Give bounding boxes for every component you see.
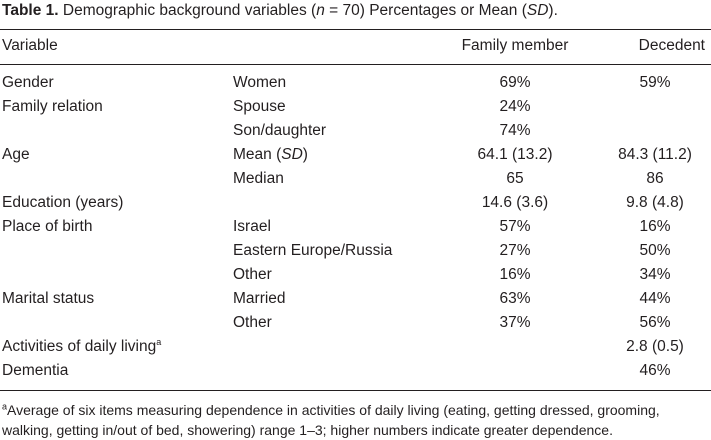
header-family-member: Family member xyxy=(461,37,569,54)
row-decedent-value: 84.3 (11.2) xyxy=(618,146,692,163)
row-variable-text: Activities of daily living xyxy=(2,338,157,355)
caption-text-3: ). xyxy=(548,2,558,19)
row-subcategory: Israel xyxy=(233,218,271,235)
row-decedent-value: 16% xyxy=(639,218,671,235)
row-family-value: 14.6 (3.6) xyxy=(481,194,549,211)
row-family-value: 57% xyxy=(499,218,531,235)
row-subcategory-prefix: Mean ( xyxy=(233,146,282,163)
row-variable-text: Dementia xyxy=(2,362,69,379)
row-variable xyxy=(2,218,92,236)
row-subcategory: Spouse xyxy=(233,98,286,115)
row-subcategory: Other xyxy=(233,266,272,283)
table-label: Table 1. xyxy=(2,2,59,19)
footnote-text: Average of six items measuring dependence in activities of daily living (eating, getting dressed, grooming, walking, getting in/out of bed, showering) range 1–3; higher numbers indicate greater dependence. xyxy=(2,402,660,438)
row-family-value: 74% xyxy=(499,122,531,139)
row-family-value: 24% xyxy=(499,98,531,115)
row-subcategory xyxy=(233,146,308,164)
row-family-value: 16% xyxy=(499,266,531,283)
row-decedent-value: 56% xyxy=(639,314,671,331)
header-decedent: Decedent xyxy=(638,37,705,54)
row-variable-superscript: a xyxy=(156,336,162,347)
footnote-marker: a xyxy=(2,401,8,412)
row-family-value: 63% xyxy=(499,290,531,307)
row-subcategory-suffix: ) xyxy=(302,146,308,163)
row-decedent-value: 50% xyxy=(639,242,671,259)
row-variable xyxy=(2,98,103,116)
row-decedent-value: 34% xyxy=(639,266,671,283)
row-decedent-value: 9.8 (4.8) xyxy=(626,194,684,211)
caption-sd-symbol: SD xyxy=(526,2,549,19)
caption-n-symbol: n xyxy=(316,2,325,19)
row-variable-text: Gender xyxy=(2,74,54,91)
table-top-rule xyxy=(0,29,711,30)
row-variable xyxy=(2,362,68,380)
row-variable xyxy=(2,338,161,356)
row-decedent-value: 46% xyxy=(639,362,671,379)
row-decedent-value: 44% xyxy=(639,290,671,307)
row-variable xyxy=(2,194,123,212)
row-subcategory: Other xyxy=(233,314,272,331)
row-variable-text: Education (years) xyxy=(2,194,124,211)
table-bottom-rule xyxy=(0,390,711,391)
row-subcategory: Women xyxy=(233,74,287,91)
row-variable-text: Age xyxy=(2,146,30,163)
row-decedent-value: 59% xyxy=(639,74,671,91)
row-subcategory-italic: SD xyxy=(281,146,303,163)
row-variable-text: Place of birth xyxy=(2,218,93,235)
row-variable xyxy=(2,74,54,92)
row-decedent-value: 86 xyxy=(646,170,664,187)
row-subcategory: Median xyxy=(233,170,284,187)
header-variable: Variable xyxy=(2,37,58,54)
table-caption xyxy=(2,2,558,20)
caption-text-2: = 70) Percentages or Mean ( xyxy=(324,2,527,19)
row-variable xyxy=(2,290,94,308)
row-family-value: 69% xyxy=(499,74,531,91)
row-variable-text: Marital status xyxy=(2,290,95,307)
row-decedent-value: 2.8 (0.5) xyxy=(626,338,684,355)
row-family-value: 27% xyxy=(499,242,531,259)
table-header-rule xyxy=(0,64,711,65)
row-variable xyxy=(2,146,30,164)
row-family-value: 65 xyxy=(506,170,524,187)
table-footnote xyxy=(2,400,710,440)
row-variable-text: Family relation xyxy=(2,98,103,115)
row-family-value: 37% xyxy=(499,314,531,331)
row-subcategory: Married xyxy=(233,290,286,307)
row-family-value: 64.1 (13.2) xyxy=(477,146,553,163)
row-subcategory: Eastern Europe/Russia xyxy=(233,242,393,259)
row-subcategory: Son/daughter xyxy=(233,122,327,139)
caption-text-1: Demographic background variables ( xyxy=(62,2,317,19)
